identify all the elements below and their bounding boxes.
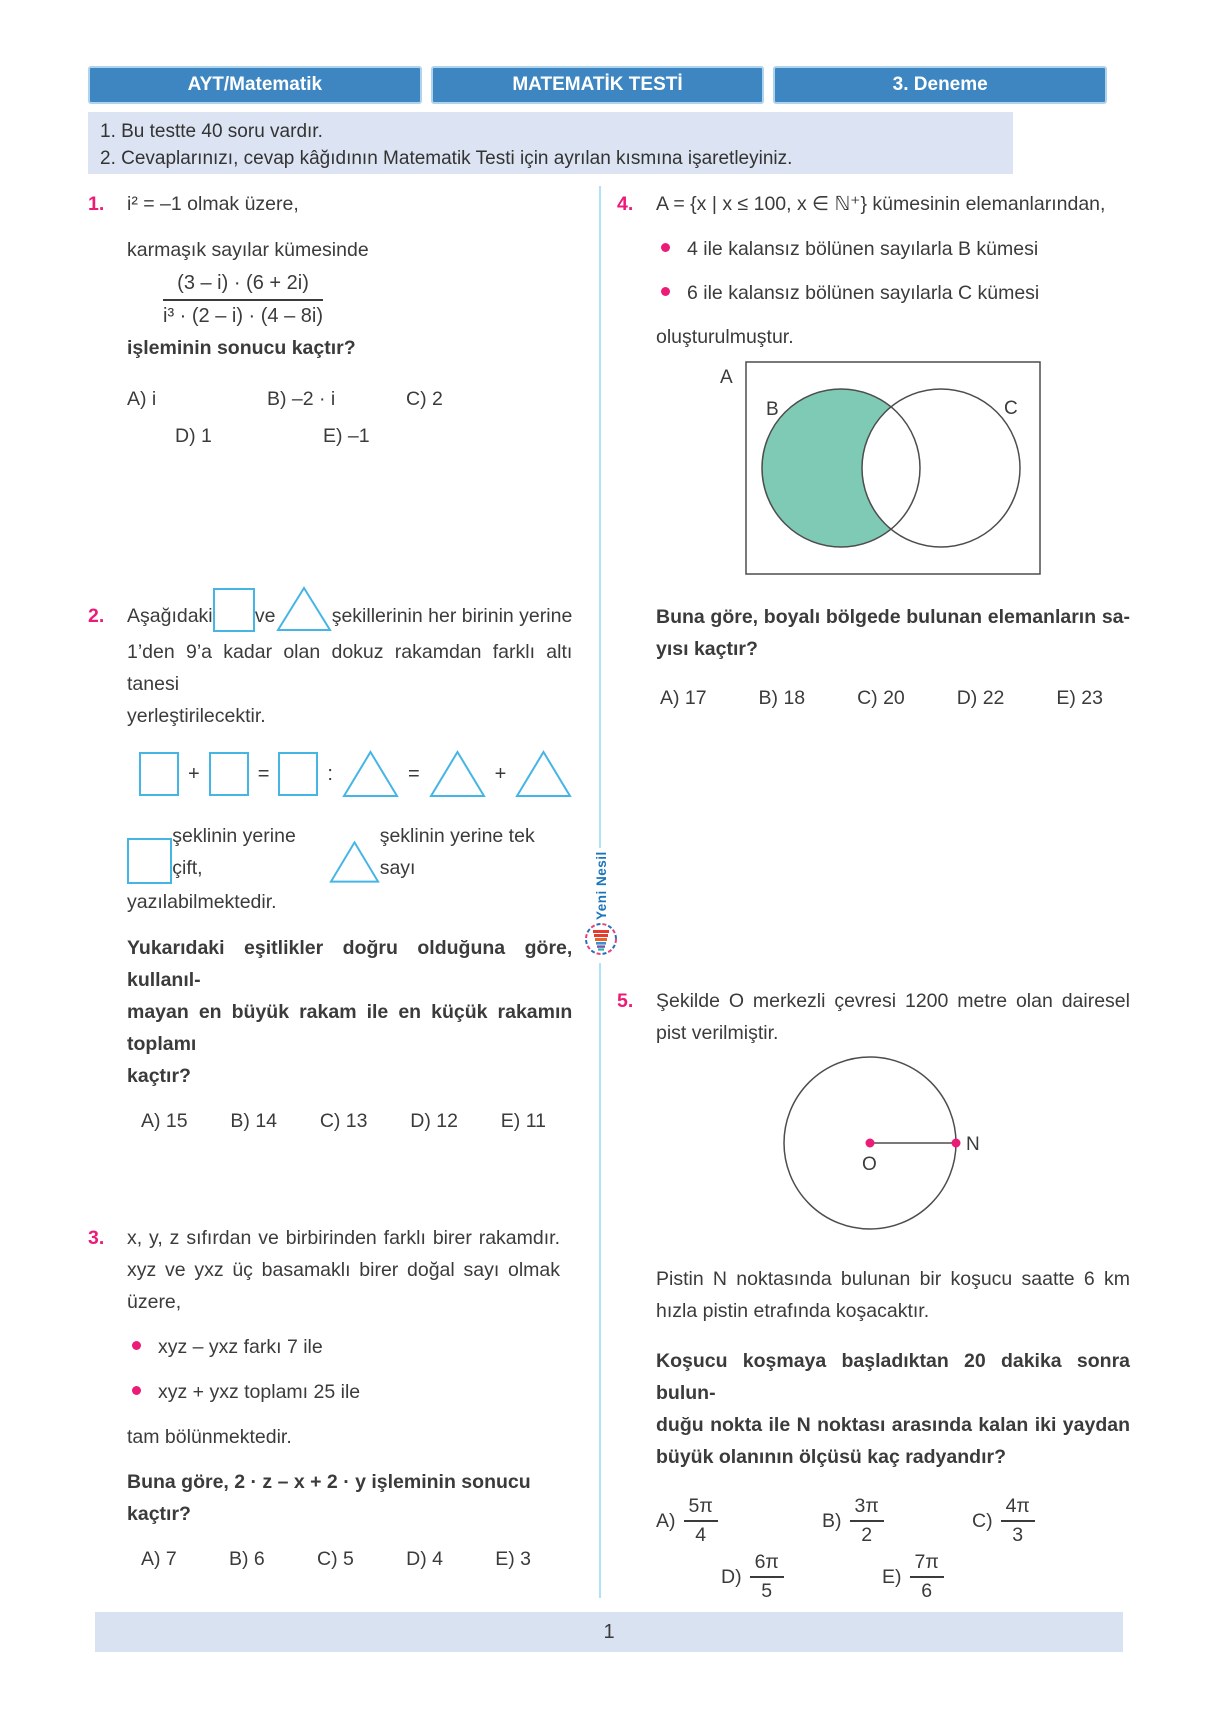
bullet-icon — [661, 287, 670, 296]
answer-option: A) i — [127, 388, 157, 410]
answer-option: D) 12 — [410, 1110, 458, 1132]
answer-option — [972, 1495, 1035, 1547]
venn-set-c-label: C — [1004, 398, 1018, 419]
q4-bullet-2-text: 6 ile kalansız bölünen sayılarla C kümesi — [687, 282, 1040, 304]
page-footer — [95, 1612, 1123, 1652]
q1-fraction-numerator: (3 – i) · (6 + 2i) — [177, 272, 309, 294]
q3-bullet-2-text: xyz + yxz toplamı 25 ile — [158, 1381, 361, 1403]
header — [88, 66, 1107, 104]
circular-track-diagram — [758, 1053, 988, 1239]
q2-question-line-1: Yukarıdaki eşitlikler doğru olduğuna göre, kullanıl- — [127, 937, 573, 991]
bullet-icon — [661, 243, 670, 252]
q2-equation — [139, 750, 572, 798]
subject-label: AYT/Matematik — [187, 74, 323, 95]
bullet-icon — [132, 1341, 141, 1350]
answer-option: C) 5 — [317, 1548, 354, 1570]
venn-diagram — [714, 353, 1046, 581]
q2-intro-text-3: şekillerinin her birinin yerine — [331, 605, 573, 627]
q2-condition-line-2: yazılabilmektedir. — [127, 891, 277, 913]
fraction-numerator: 4π — [1001, 1495, 1035, 1522]
q1-answers-row-1 — [127, 388, 560, 411]
header-box-test-title — [431, 66, 765, 104]
instructions-panel — [88, 112, 1013, 174]
q1-answers-row-2 — [175, 425, 560, 448]
instruction-line-1: 1. Bu testte 40 soru vardır. — [100, 121, 323, 142]
answer-option: B) 14 — [230, 1110, 278, 1132]
fraction-denominator: 2 — [861, 1524, 873, 1546]
square-shape-icon — [209, 752, 249, 796]
q2-answers — [141, 1110, 546, 1133]
q2-condition-text-2: şeklinin yerine tek sayı — [379, 825, 535, 879]
q1-question: işleminin sonucu kaçtır? — [127, 337, 356, 359]
fraction — [684, 1495, 718, 1547]
q5-paragraph: Pistin N noktasında bulunan bir koşucu saatte 6 km hızla pistin etrafında koşacaktır. — [656, 1268, 1130, 1322]
answer-label: E) — [882, 1565, 902, 1588]
fraction-denominator: 4 — [695, 1524, 707, 1546]
colon-operator: : — [327, 762, 333, 785]
q4-bullet-2 — [656, 277, 1130, 309]
answer-label: C) — [972, 1509, 993, 1532]
q2-intro-text-1: Aşağıdaki — [127, 605, 213, 627]
exam-number-label: 3. Deneme — [892, 74, 988, 95]
q3-bullet-1 — [127, 1331, 560, 1363]
q2-condition-line — [127, 820, 572, 884]
answer-option: E) –1 — [323, 425, 370, 447]
q2-question — [127, 932, 572, 1092]
question-2 — [88, 586, 573, 1133]
answer-option: E) 23 — [1056, 687, 1103, 709]
plus-operator: + — [494, 762, 507, 785]
yeni-nesil-badge-icon — [584, 922, 618, 956]
fraction — [1001, 1495, 1035, 1547]
fraction-numerator: 6π — [750, 1551, 784, 1578]
answer-option — [721, 1551, 882, 1603]
fraction-numerator: 7π — [910, 1551, 944, 1578]
square-shape-icon — [213, 588, 255, 632]
logo-text: Yeni Nesil — [593, 851, 609, 921]
bullet-icon — [132, 1386, 141, 1395]
q4-bullet-1-text: 4 ile kalansız bölünen sayılarla B kümesi — [687, 238, 1039, 260]
question-5 — [617, 985, 1130, 1603]
q2-intro-line-1 — [127, 586, 572, 632]
q2-question-line-2: mayan en büyük rakam ile en küçük rakamın toplamı — [127, 1001, 573, 1055]
q4-answers — [660, 687, 1103, 710]
answer-option — [882, 1551, 944, 1603]
q1-premise: i² = –1 olmak üzere, — [127, 193, 299, 215]
fraction — [910, 1551, 944, 1603]
question-3 — [88, 1222, 560, 1571]
q2-intro-line-2: 1’den 9’a kadar olan dokuz rakamdan farklı altı tanesi — [127, 641, 573, 695]
answer-option: C) 2 — [406, 388, 443, 410]
point-n-label: N — [966, 1134, 980, 1155]
q4-bullet-1 — [656, 233, 1130, 265]
question-5-number: 5. — [617, 990, 634, 1012]
q4-question — [656, 601, 1130, 665]
q1-fraction-denominator: i³ · (2 – i) · (4 – 8i) — [163, 299, 323, 328]
fraction-denominator: 6 — [921, 1580, 933, 1602]
q4-intro: A = {x | x ≤ 100, x ∈ ℕ⁺} kümesinin elemanlarından, — [656, 193, 1106, 215]
header-box-subject — [88, 66, 422, 104]
test-title-label: MATEMATİK TESTİ — [512, 74, 683, 95]
q3-answers — [141, 1548, 531, 1571]
answer-option: B) 18 — [758, 687, 806, 709]
square-shape-icon — [127, 838, 172, 884]
q3-bullet-1-text: xyz – yxz farkı 7 ile — [158, 1336, 323, 1358]
answer-option: A) 7 — [141, 1548, 177, 1570]
fraction-numerator: 3π — [850, 1495, 884, 1522]
q5-question-line-1: Koşucu koşmaya başladıktan 20 dakika sonra bulun- — [656, 1350, 1130, 1404]
instruction-line-2: 2. Cevaplarınızı, cevap kâğıdının Matematik Testi için ayrılan kısmına işaretleyiniz. — [100, 148, 793, 169]
page-number: 1 — [603, 1620, 615, 1643]
answer-option: A) 17 — [660, 687, 707, 709]
answer-option: D) 1 — [175, 425, 212, 447]
q5-answers-row-2 — [721, 1551, 1130, 1603]
fraction — [850, 1495, 884, 1547]
equals-operator: = — [407, 762, 420, 785]
question-4 — [617, 188, 1130, 710]
answer-label: B) — [822, 1509, 842, 1532]
fraction-denominator: 5 — [761, 1580, 773, 1602]
answer-option — [656, 1495, 822, 1547]
yeni-nesil-logo — [582, 848, 620, 963]
triangle-shape-icon — [276, 586, 332, 632]
q2-intro-line-3: yerleştirilecektir. — [127, 705, 266, 727]
answer-label: A) — [656, 1509, 676, 1532]
q3-intro: x, y, z sıfırdan ve birbirinden farklı birer rakamdır. xyz ve yxz üç basamaklı birer doğal sayı olmak üzere, — [127, 1227, 560, 1313]
q2-condition-text-1: şeklinin yerine çift, — [172, 825, 296, 879]
question-1-number: 1. — [88, 193, 105, 215]
question-2-number: 2. — [88, 605, 105, 627]
square-shape-icon — [278, 752, 318, 796]
square-shape-icon — [139, 752, 179, 796]
venn-set-a-label: A — [720, 367, 733, 388]
center-point-dot — [866, 1139, 875, 1148]
q2-question-line-3: kaçtır? — [127, 1065, 191, 1087]
center-label: O — [862, 1154, 877, 1175]
q2-intro-text-2: ve — [254, 605, 276, 627]
triangle-shape-icon — [329, 840, 380, 884]
question-4-number: 4. — [617, 193, 634, 215]
answer-option: C) 20 — [857, 687, 905, 709]
triangle-shape-icon — [515, 750, 572, 798]
answer-option: C) 13 — [319, 1110, 368, 1132]
q5-question — [656, 1345, 1130, 1473]
answer-option: E) 11 — [500, 1110, 546, 1132]
answer-option: E) 3 — [495, 1548, 531, 1570]
answer-option: D) 22 — [956, 687, 1005, 709]
q3-question: Buna göre, 2 · z – x + 2 · y işleminin sonucu kaçtır? — [127, 1471, 531, 1525]
q5-intro: Şekilde O merkezli çevresi 1200 metre olan dairesel pist verilmiştir. — [656, 990, 1130, 1044]
question-1 — [88, 188, 560, 448]
q3-outro: tam bölünmektedir. — [127, 1426, 292, 1448]
point-n-dot — [952, 1139, 961, 1148]
fraction-denominator: 3 — [1012, 1524, 1024, 1546]
answer-option — [822, 1495, 972, 1547]
answer-option: A) 15 — [141, 1110, 188, 1132]
venn-set-b-label: B — [766, 399, 779, 420]
q4-outro: oluşturulmuştur. — [656, 326, 794, 348]
triangle-shape-icon — [342, 750, 399, 798]
equals-operator: = — [257, 762, 270, 785]
fraction-numerator: 5π — [684, 1495, 718, 1522]
fraction — [750, 1551, 784, 1603]
answer-option: D) 4 — [406, 1548, 443, 1570]
q1-context: karmaşık sayılar kümesinde — [127, 239, 369, 261]
q3-bullet-2 — [127, 1376, 560, 1408]
q4-question-line-1: Buna göre, boyalı bölgede bulunan elemanların sa- — [656, 606, 1130, 628]
answer-option: B) –2 · i — [267, 388, 336, 410]
q5-question-line-2: duğu nokta ile N noktası arasında kalan iki yaydan — [656, 1414, 1130, 1436]
question-3-number: 3. — [88, 1227, 105, 1249]
header-box-exam-number — [773, 66, 1107, 104]
triangle-shape-icon — [429, 750, 486, 798]
answer-option: B) 6 — [229, 1548, 265, 1570]
q5-answers-row-1 — [656, 1495, 1130, 1547]
plus-operator: + — [188, 762, 200, 785]
q1-fraction — [163, 272, 323, 328]
answer-label: D) — [721, 1565, 742, 1588]
q4-question-line-2: yısı kaçtır? — [656, 638, 758, 660]
q5-question-line-3: büyük olanının ölçüsü kaç radyandır? — [656, 1446, 1006, 1468]
